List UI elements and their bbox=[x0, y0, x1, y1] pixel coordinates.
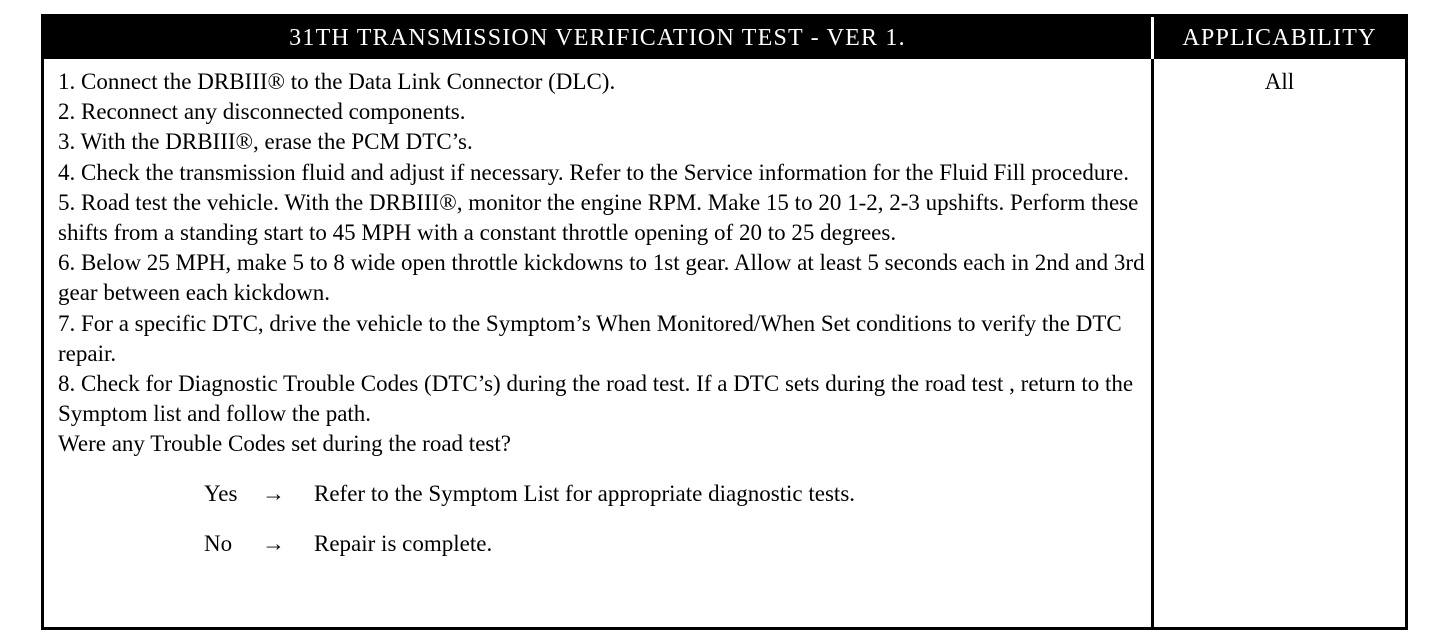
step-7: 7. For a specific DTC, drive the vehicle to the Symptom’s When Monitored/When Set conditions to verify the DTC repair. bbox=[58, 310, 1122, 366]
answer-no-text: Repair is complete. bbox=[314, 530, 493, 556]
answer-no bbox=[58, 529, 1151, 559]
step-8: 8. Check for Diagnostic Trouble Codes (DTC’s) during the road test. If a DTC sets during the road test , return to the Symptom list and follow the path. bbox=[58, 371, 1134, 427]
step-5: 5. Road test the vehicle. With the DRBIII®, monitor the engine RPM. Make 15 to 20 1-2, 2-3 upshifts. Perform these shifts from a standing start to 45 MPH with a constant throttle opening of 20 to 25 degrees. bbox=[58, 189, 1139, 246]
step-2: 2. Reconnect any disconnected components. bbox=[58, 99, 466, 125]
test-question: Were any Trouble Codes set during the road test? bbox=[58, 431, 511, 457]
applicability-header: APPLICABILITY bbox=[1154, 17, 1405, 59]
step-3: 3. With the DRBIII®, erase the PCM DTC’s. bbox=[58, 129, 473, 155]
answer-no-label: No bbox=[204, 530, 233, 556]
step-6: 6. Below 25 MPH, make 5 to 8 wide open throttle kickdowns to 1st gear. Allow at least 5 seconds each in 2nd and 3rd gear between each kickdown. bbox=[58, 250, 1145, 306]
answer-yes-text: Refer to the Symptom List for appropriate diagnostic tests. bbox=[314, 480, 856, 506]
applicability-cell bbox=[1154, 59, 1405, 627]
step-4: 4. Check the transmission fluid and adjust if necessary. Refer to the Service information for the Fluid Fill procedure. bbox=[58, 159, 1129, 185]
answer-list bbox=[58, 479, 1151, 559]
applicability-value: All bbox=[1264, 69, 1295, 94]
verification-test-table bbox=[41, 14, 1408, 630]
answer-yes-label: Yes bbox=[204, 480, 238, 506]
test-steps-cell bbox=[44, 59, 1154, 627]
right-arrow-icon: → bbox=[262, 480, 285, 506]
answer-yes bbox=[58, 479, 1151, 509]
test-title-header: 31TH TRANSMISSION VERIFICATION TEST - VER 1. bbox=[44, 17, 1154, 59]
step-1: 1. Connect the DRBIII® to the Data Link Connector (DLC). bbox=[58, 69, 616, 94]
right-arrow-icon: → bbox=[262, 530, 285, 556]
